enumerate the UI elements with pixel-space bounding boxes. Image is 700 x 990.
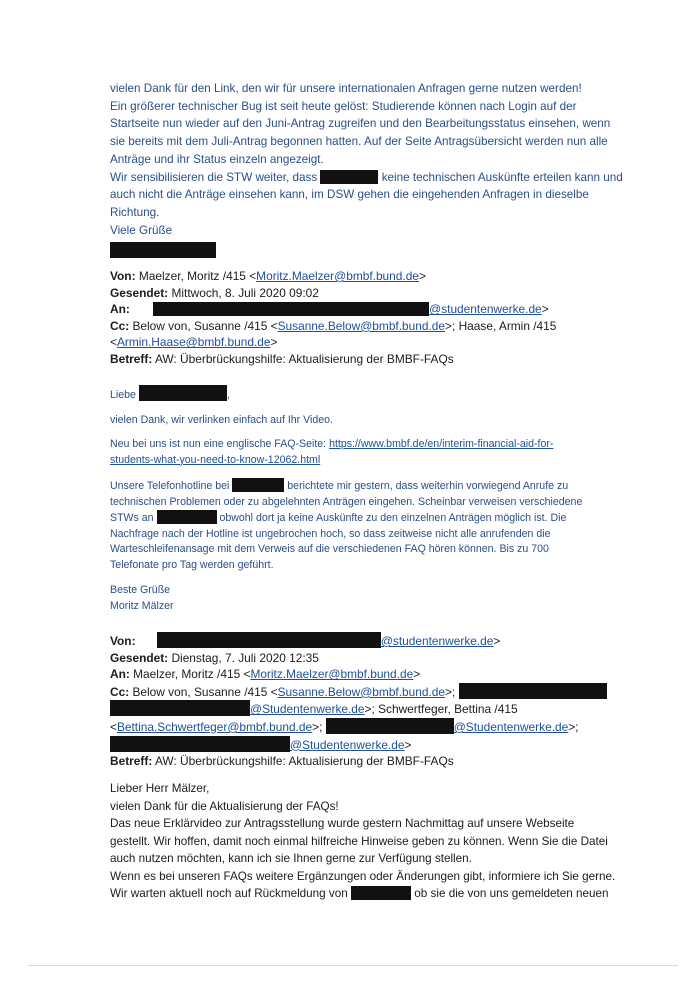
cc-row — [110, 318, 600, 335]
body-text: ob sie die von uns gemeldeten neuen — [414, 887, 609, 900]
closing: Beste Grüße — [110, 584, 171, 596]
sent-label: Gesendet: — [110, 285, 169, 300]
email-header-1 — [110, 268, 600, 368]
subject-value: AW: Überbrückungshilfe: Aktualisierung der BMBF-FAQs — [154, 754, 454, 769]
greeting-text: Liebe — [110, 389, 136, 401]
subject-value: AW: Überbrückungshilfe: Aktualisierung der BMBF-FAQs — [154, 351, 454, 366]
page-bottom-rule — [28, 965, 678, 966]
bracket: < — [110, 335, 117, 350]
redaction-box — [153, 302, 429, 316]
subject-row — [110, 351, 600, 368]
faq-link[interactable]: https://www.bmbf.de/en/interim-financial-aid-for- — [329, 438, 554, 450]
greeting — [110, 385, 600, 404]
to-row — [110, 666, 600, 683]
from-value: Maelzer, Moritz /415 < — [138, 269, 257, 283]
to-value: Maelzer, Moritz /415 < — [133, 667, 251, 682]
body-line: vielen Dank für die Aktualisierung der FAQs! — [110, 799, 339, 813]
body-line: Wenn es bei unseren FAQs weitere Ergänzungen oder Änderungen gibt, informiere ich Sie gerne. — [110, 869, 616, 883]
cc-email-link[interactable]: @Studentenwerke.de — [290, 737, 405, 752]
body-line: auch nutzen möchten, kann ich sie Ihnen gerne zur Verfügung stellen. — [110, 852, 472, 865]
body-text: berichtete mir gestern, dass weiterhin vorwiegend Anrufe zu — [287, 480, 569, 492]
body-line — [110, 510, 600, 527]
body-line: Das neue Erklärvideo zur Antragsstellung wurde gestern Nachmittag auf unsere Webseite — [110, 817, 575, 830]
subject-label: Betreff: — [110, 351, 153, 366]
body-text: Unsere Telefonhotline bei — [110, 480, 230, 492]
body-line: Startseite nun wieder auf den Juni-Antrag zugreifen und den Bearbeitungsstatus einsehen, wenn — [110, 117, 611, 131]
body-line: vielen Dank, wir verlinken einfach auf Ihr Video. — [110, 413, 333, 426]
body-line — [110, 478, 600, 495]
bracket: > — [270, 335, 278, 350]
cc-value: Below von, Susanne /415 < — [132, 318, 278, 333]
to-row — [110, 301, 600, 318]
body-line: Nachfrage nach der Hotline ist ungebrochen hoch, so dass zeitweise nicht alle anrufenden die — [110, 527, 551, 540]
body-line: Richtung. — [110, 205, 160, 219]
cc-row — [110, 683, 600, 701]
cc-email-link[interactable]: @Studentenwerke.de — [250, 702, 365, 717]
signature: Moritz Mälzer — [110, 599, 174, 612]
sent-row — [110, 650, 600, 667]
body-text: STWs an — [110, 512, 154, 524]
cc-email-link[interactable]: Bettina.Schwertfeger@bmbf.bund.de — [116, 719, 313, 734]
cc-email-link[interactable]: Susanne.Below@bmbf.bund.de — [277, 684, 446, 699]
cc-value: Below von, Susanne /415 < — [132, 684, 278, 699]
body-line — [110, 437, 600, 453]
cc-email-link[interactable]: Armin.Haase@bmbf.bund.de — [116, 335, 271, 350]
body-line — [110, 453, 600, 469]
bracket: < — [110, 719, 117, 734]
sent-value: Mittwoch, 8. Juli 2020 09:02 — [171, 285, 319, 300]
cc-row-cont — [110, 334, 600, 351]
to-label: An: — [110, 667, 130, 682]
email-body-1 — [110, 80, 623, 261]
body-text: keine technischen Auskünfte erteilen kann und — [381, 170, 623, 184]
closing: Viele Grüße — [110, 223, 173, 237]
redaction-box — [320, 170, 378, 184]
from-row — [110, 632, 600, 650]
redaction-box — [139, 385, 227, 401]
body-line: gestellt. Wir hoffen, damit noch einmal hilfreiche Hinweise geben zu können. Wenn Sie die Datei — [110, 834, 608, 848]
email-header-2 — [110, 632, 600, 770]
body-text: Wir warten aktuell noch auf Rückmeldung von — [110, 887, 348, 900]
separator: >; — [445, 684, 456, 699]
separator: >; — [568, 719, 579, 734]
redaction-box — [110, 736, 290, 752]
bracket: > — [413, 667, 421, 682]
greeting-comma: , — [226, 389, 230, 401]
body-line: Warteschleifenansage mit dem Verweis auf die verschiedenen FAQ hören können. Bis zu 700 — [110, 543, 549, 555]
body-line: Anträge und ihr Status einzeln angezeigt. — [110, 152, 324, 166]
body-line: vielen Dank für den Link, den wir für unsere internationalen Anfragen gerne nutzen werden! — [110, 82, 582, 95]
from-email-link[interactable]: @studentenwerke.de — [380, 634, 494, 648]
redacted-signature — [110, 242, 216, 258]
bracket: > — [493, 634, 501, 648]
cc-value: >; Haase, Armin /415 — [445, 318, 557, 333]
email-body-2 — [110, 385, 600, 614]
faq-link[interactable]: students-what-you-need-to-know-12062.html — [110, 453, 321, 466]
redaction-box — [157, 510, 217, 524]
separator: >; — [312, 719, 323, 734]
redaction-box — [326, 718, 454, 734]
bracket: > — [541, 302, 549, 317]
email-body-3 — [110, 780, 616, 903]
cc-row-cont — [110, 718, 600, 736]
redaction-box — [459, 683, 607, 699]
body-line: technischen Problemen oder zu abgelehnten Anträgen eingehen. Scheinbar verweisen verschiedene — [110, 495, 583, 508]
bracket: > — [404, 737, 412, 752]
subject-row — [110, 753, 600, 770]
sent-row — [110, 285, 600, 302]
cc-value: >; Schwertfeger, Bettina /415 — [364, 702, 518, 717]
cc-row-cont — [110, 736, 600, 754]
body-line — [110, 169, 623, 187]
body-text: obwohl dort ja keine Auskünfte zu den einzelnen Anträgen möglich ist. Die — [219, 512, 567, 524]
cc-email-link[interactable]: Susanne.Below@bmbf.bund.de — [277, 318, 446, 333]
body-text: Neu bei uns ist nun eine englische FAQ-Seite: — [110, 438, 330, 450]
redaction-box — [351, 886, 411, 900]
from-label: Von: — [110, 634, 136, 648]
redaction-box — [232, 478, 284, 492]
sent-value: Dienstag, 7. Juli 2020 12:35 — [171, 650, 319, 665]
from-email-link[interactable]: Moritz.Maelzer@bmbf.bund.de — [256, 269, 419, 283]
redaction-box — [157, 632, 381, 648]
body-line: Telefonate pro Tag werden geführt. — [110, 558, 274, 571]
from-row — [110, 268, 600, 285]
cc-label: Cc: — [110, 318, 130, 333]
from-label: Von: — [110, 269, 136, 283]
cc-label: Cc: — [110, 684, 130, 699]
body-line: auch nicht die Anträge einsehen kann, im DSW gehen die eingehenden Anfragen in dieselbe — [110, 188, 589, 202]
bracket: > — [418, 269, 426, 283]
redaction-box — [110, 700, 250, 716]
cc-row-cont — [110, 700, 600, 718]
sent-label: Gesendet: — [110, 650, 169, 665]
body-line: sie bereits mit dem Juli-Antrag begonnen hatten. Auf der Seite Antragsübersicht werden nun alle — [110, 135, 608, 149]
greeting: Lieber Herr Mälzer, — [110, 782, 210, 795]
to-email-link[interactable]: @studentenwerke.de — [429, 302, 542, 317]
cc-email-link[interactable]: @Studentenwerke.de — [453, 719, 569, 734]
subject-label: Betreff: — [110, 754, 153, 769]
body-line: Ein größerer technischer Bug ist seit heute gelöst: Studierende können nach Login auf der — [110, 99, 577, 113]
to-email-link[interactable]: Moritz.Maelzer@bmbf.bund.de — [250, 667, 414, 682]
to-label: An: — [110, 302, 130, 317]
body-line — [110, 885, 609, 903]
body-text: Wir sensibilisieren die STW weiter, dass — [110, 170, 318, 184]
